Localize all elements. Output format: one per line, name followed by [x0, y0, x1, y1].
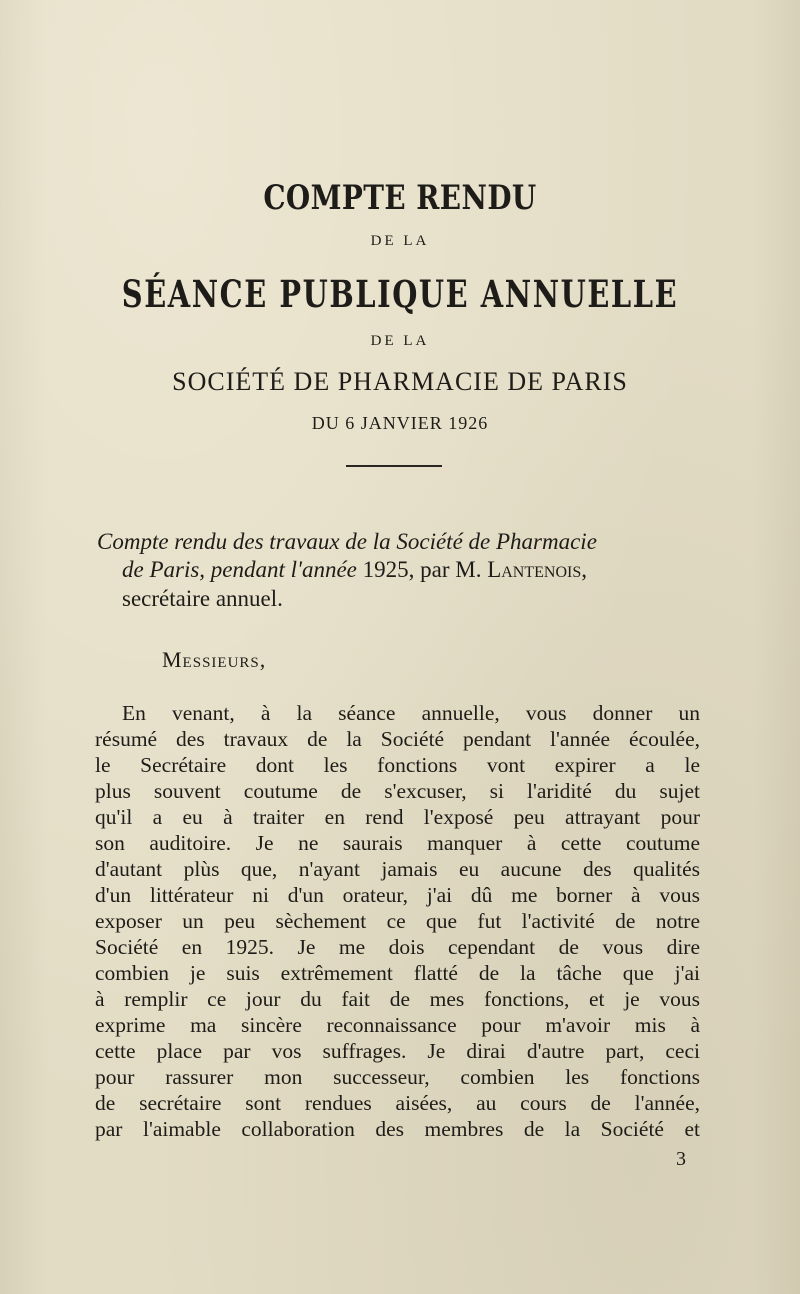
- body-line: par l'aimable collaboration des membres de la Société et: [95, 1117, 700, 1141]
- subtitle-de-la-1: DE LA: [370, 233, 430, 249]
- page-number: 3: [676, 1148, 686, 1170]
- body-line: En venant, à la séance annuelle, vous donner un: [122, 701, 700, 725]
- intro-line-2-b: , par M.: [408, 557, 488, 582]
- body-line: exposer un peu sèchement ce que fut l'activité de notre: [95, 909, 700, 933]
- title-seance-publique: SÉANCE PUBLIQUE ANNUELLE: [121, 272, 679, 316]
- intro-line-3: secrétaire annuel.: [122, 586, 283, 611]
- body-line: exprime ma sincère reconnaissance pour m'avoir mis à: [95, 1013, 700, 1037]
- intro-line-2-a: de Paris, pendant l'année: [122, 557, 363, 582]
- separator-rule: [346, 465, 442, 467]
- body-line: d'autant plùs que, n'ayant jamais eu aucune des qualités: [95, 857, 700, 881]
- body-line: le Secrétaire dont les fonctions vont expirer a le: [95, 753, 700, 777]
- title-societe: SOCIÉTÉ DE PHARMACIE DE PARIS: [172, 367, 628, 396]
- author-name: Lantenois: [487, 557, 582, 582]
- body-line: d'un littérateur ni d'un orateur, j'ai dû me borner à vous: [95, 883, 700, 907]
- intro-line-1: Compte rendu des travaux de la Société de Pharmacie: [97, 529, 597, 554]
- body-line: résumé des travaux de la Société pendant l'année écoulée,: [95, 727, 700, 751]
- body-line: Société en 1925. Je me dois cependant de vous dire: [95, 935, 700, 959]
- title-date: DU 6 JANVIER 1926: [311, 413, 489, 433]
- body-line: combien je suis extrêmement flatté de la tâche que j'ai: [95, 961, 700, 985]
- body-line: qu'il a eu à traiter en rend l'exposé peu attrayant pour: [95, 805, 700, 829]
- body-line: à remplir ce jour du fait de mes fonctions, et je vous: [95, 987, 700, 1011]
- body-line: plus souvent coutume de s'excuser, si l'aridité du sujet: [95, 779, 700, 803]
- body-line: cette place par vos suffrages. Je dirai d'autre part, ceci: [95, 1039, 700, 1063]
- body-line: de secrétaire sont rendues aisées, au cours de l'année,: [95, 1091, 700, 1115]
- intro-line-2-c: ,: [581, 557, 587, 582]
- intro-year: 1925: [362, 557, 409, 582]
- salutation: Messieurs,: [162, 647, 267, 672]
- body-line: son auditoire. Je ne saurais manquer à cette coutume: [95, 831, 700, 855]
- intro-line-2: [122, 556, 732, 584]
- subtitle-de-la-2: DE LA: [370, 333, 430, 349]
- title-compte-rendu: COMPTE RENDU: [263, 178, 537, 218]
- body-line: pour rassurer mon successeur, combien les fonctions: [95, 1065, 700, 1089]
